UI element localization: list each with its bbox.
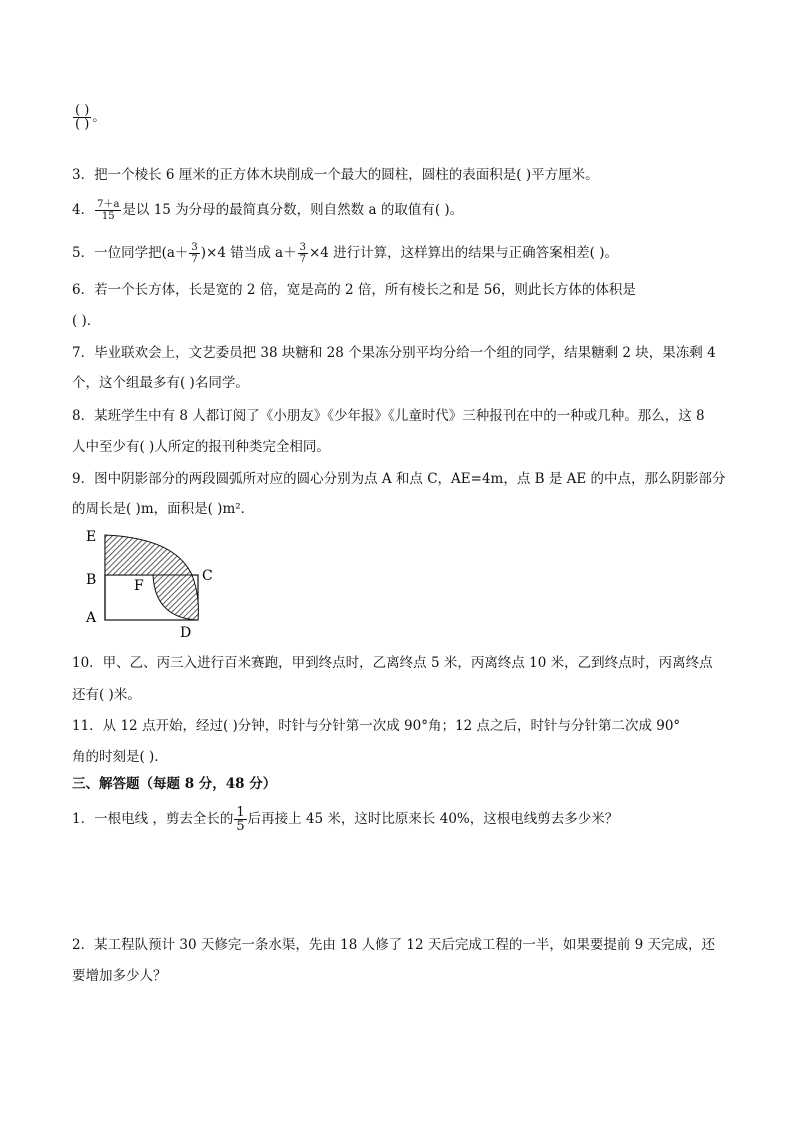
blank-fraction: $\frac{( )}{( )}$ xyxy=(75,103,90,132)
problem-2-line2: 要增加多少人？ xyxy=(72,968,167,984)
question-10-line1: 10．甲、乙、丙三入进行百米赛跑，甲到终点时，乙离终点 5 米，丙离终点 10 米，乙到终点时，丙离终点 xyxy=(72,655,713,671)
label-d: D xyxy=(180,625,192,641)
problem-1: 1．一根电线 ，剪去全长的 $\frac{1}{5}$ 后再接上 45 米，这时比原来长 40%，这根电线剪去多少米？ xyxy=(72,805,619,834)
question-3: 3．把一个棱长 6 厘米的正方体木块削成一个最大的圆柱，圆柱的表面积是( )平方厘米。 xyxy=(72,167,599,183)
question-11-line1: 11．从 12 点开始，经过( )分钟，时针与分针第一次成 90°角；12 点之后，时针与分针第二次成 90° xyxy=(72,718,681,734)
question-5: 5．一位同学把(a＋ $\frac{3}{7}$ )×4 错当成 a＋ $\frac{3}{7}$ ×4 进行计算，这样算出的结果与正确答案相差( )。 xyxy=(72,242,618,265)
question-7-line2: 个，这个组最多有( )名同学。 xyxy=(72,375,249,391)
question-11-line2: 角的时刻是( )． xyxy=(72,749,168,765)
label-c: C xyxy=(202,568,213,584)
question-10-line2: 还有( )米。 xyxy=(72,687,141,703)
question-9-line1: 9．图中阴影部分的两段圆弧所对应的圆心分别为点 A 和点 C，AE=4m，点 B 是 AE 的中点，那么阴影部分 xyxy=(72,471,726,487)
geometry-figure xyxy=(80,528,220,643)
section-3-heading: 三、解答题（每题 8 分，48 分） xyxy=(72,776,277,792)
question-6-line2: ( )． xyxy=(72,313,101,329)
fraction-7a-15: $\frac{7+a}{15}$ xyxy=(97,199,120,222)
label-f: F xyxy=(134,578,144,594)
question-7-line1: 7．毕业联欢会上，文艺委员把 38 块糖和 28 个果冻分别平均分给一个组的同学，结果糖剩 2 块，果冻剩 4 xyxy=(72,345,716,361)
question-8-line1: 8．某班学生中有 8 人都订阅了《小朋友》《少年报》《儿童时代》三种报刊在中的一种或几种。那么，这 8 xyxy=(72,408,705,424)
question-8-line2: 人中至少有( )人所定的报刊种类完全相同。 xyxy=(72,439,330,455)
label-a: A xyxy=(86,610,97,626)
fraction-3-7-b: $\frac{3}{7}$ xyxy=(299,242,306,265)
label-e: E xyxy=(86,529,97,545)
top-fraction-line: $\frac{( )}{( )}$ 。 xyxy=(75,103,106,132)
shaded-region-lower xyxy=(153,575,198,620)
fraction-1-5: $\frac{1}{5}$ xyxy=(236,805,245,834)
shaded-region-upper xyxy=(105,535,192,575)
label-b: B xyxy=(86,572,97,588)
question-4: 4． $\frac{7+a}{15}$ 是以 15 为分母的最简真分数，则自然数 a 的取值有( )。 xyxy=(72,199,464,222)
problem-2-line1: 2．某工程队预计 30 天修完一条水渠，先由 18 人修了 12 天后完成工程的一半，如果要提前 9 天完成，还 xyxy=(72,937,716,953)
fraction-3-7-a: $\frac{3}{7}$ xyxy=(191,242,198,265)
question-6-line1: 6．若一个长方体，长是宽的 2 倍，宽是高的 2 倍，所有棱长之和是 56，则此长方体的体积是 xyxy=(72,282,636,298)
question-9-line2: 的周长是( )m，面积是( )m²． xyxy=(72,501,255,517)
